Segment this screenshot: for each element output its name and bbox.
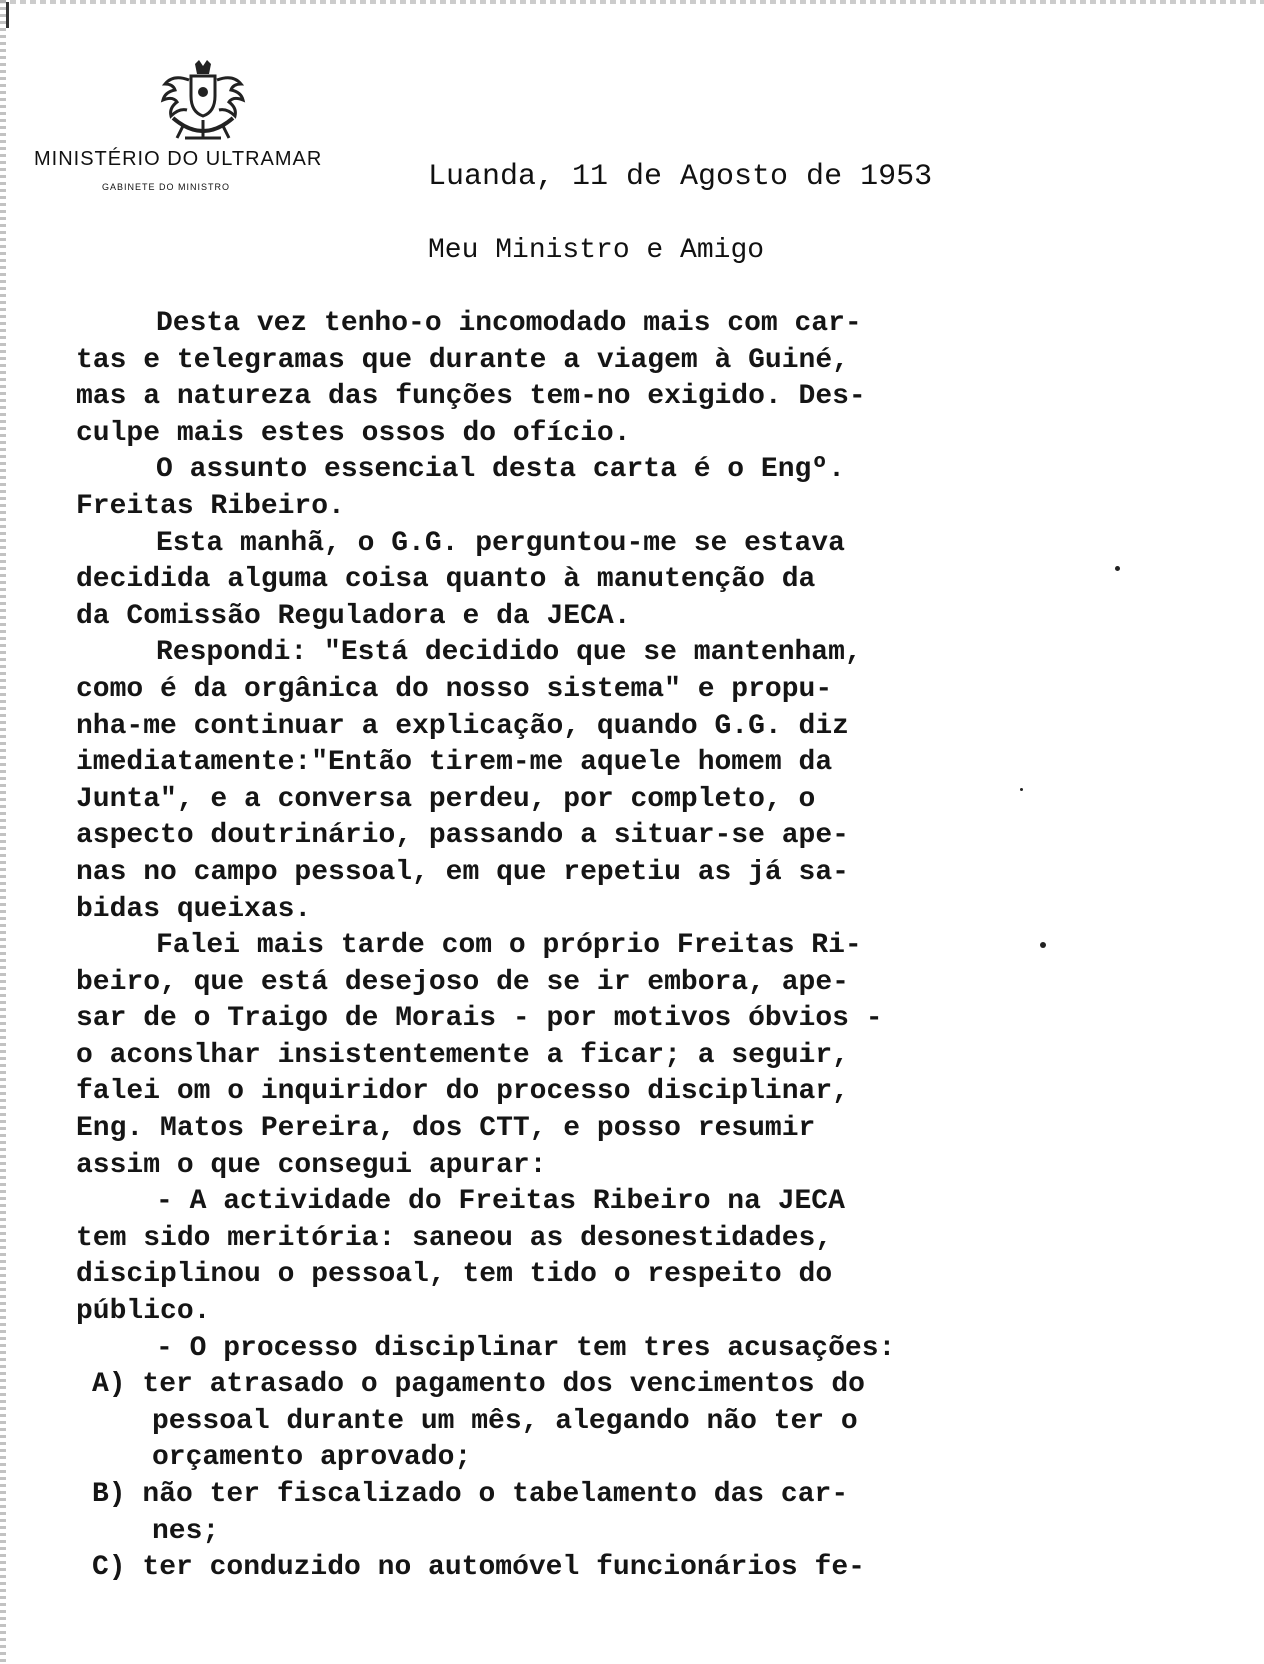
letter-line: nas no campo pessoal, em que repetiu as já sa- bbox=[76, 856, 849, 888]
letter-line: o aconslhar insistentemente a ficar; a seguir, bbox=[76, 1039, 849, 1071]
letter-line: A) ter atrasado o pagamento dos vencimentos do bbox=[92, 1369, 865, 1401]
letter-line: O assunto essencial desta carta é o Engº. bbox=[156, 454, 845, 486]
scan-mark bbox=[6, 2, 9, 28]
letter-line: Desta vez tenho-o incomodado mais com car- bbox=[156, 308, 862, 339]
letter-line: assim o que consegui apurar: bbox=[76, 1149, 547, 1181]
letter-line: pessoal durante um mês, alegando não ter o bbox=[152, 1405, 858, 1437]
letter-line: Junta", e a conversa perdeu, por completo, o bbox=[76, 783, 816, 815]
letter-line: B) não ter fiscalizado o tabelamento das car- bbox=[92, 1479, 849, 1510]
letter-line: imediatamente:"Então tirem-me aquele homem da bbox=[76, 747, 833, 779]
letter-line: público. bbox=[76, 1296, 211, 1328]
coat-of-arms-icon bbox=[155, 60, 251, 146]
letter-body bbox=[76, 306, 1076, 1587]
letter-line: - A actividade do Freitas Ribeiro na JECA bbox=[156, 1186, 845, 1218]
letter-line: culpe mais estes ossos do ofício. bbox=[76, 417, 631, 449]
letter-line: beiro, que está desejoso de se ir embora, ape- bbox=[76, 966, 849, 998]
ministry-name: MINISTÉRIO DO ULTRAMAR bbox=[34, 148, 323, 170]
scan-speck bbox=[1040, 942, 1046, 948]
letter-line: Respondi: "Está decidido que se mantenham, bbox=[156, 637, 862, 669]
letter-line: como é da orgânica do nosso sistema" e propu- bbox=[76, 673, 833, 705]
letter-line: sar de o Traigo de Morais - por motivos óbvios - bbox=[76, 1003, 883, 1035]
letter-line: nha-me continuar a explicação, quando G.G. diz bbox=[76, 710, 849, 742]
letter-line: mas a natureza das funções tem-no exigido. Des- bbox=[76, 381, 866, 413]
scan-speck bbox=[1115, 566, 1120, 571]
letter-line: tem sido meritória: saneou as desonestidades, bbox=[76, 1222, 833, 1254]
letter-line: tas e telegramas que durante a viagem à Guiné, bbox=[76, 344, 849, 376]
letter-line: decidida alguma coisa quanto à manutenção da bbox=[76, 564, 816, 596]
letter-line: bidas queixas. bbox=[76, 893, 312, 925]
scan-top-edge bbox=[0, 0, 1264, 4]
letter-line: Eng. Matos Pereira, dos CTT, e posso resumir bbox=[76, 1113, 816, 1145]
letter-line: - O processo disciplinar tem tres acusações: bbox=[156, 1332, 896, 1364]
cabinet-name: GABINETE DO MINISTRO bbox=[102, 182, 231, 192]
letter-line: da Comissão Reguladora e da JECA. bbox=[76, 600, 631, 632]
letter-line: falei om o inquiridor do processo disciplinar, bbox=[76, 1076, 849, 1108]
letter-date: Luanda, 11 de Agosto de 1953 bbox=[428, 160, 933, 194]
letter-salutation: Meu Ministro e Amigo bbox=[428, 235, 765, 266]
letter-line: Esta manhã, o G.G. perguntou-me se estava bbox=[156, 527, 845, 559]
letter-line: aspecto doutrinário, passando a situar-se ape- bbox=[76, 820, 849, 852]
scan-left-edge bbox=[0, 0, 6, 1664]
letter-line: orçamento aprovado; bbox=[152, 1442, 472, 1474]
letter-line: Falei mais tarde com o próprio Freitas Ri- bbox=[156, 930, 862, 962]
letter-line: C) ter conduzido no automóvel funcionários fe- bbox=[92, 1552, 865, 1584]
letter-line: nes; bbox=[152, 1515, 220, 1547]
letter-line: disciplinou o pessoal, tem tido o respeito do bbox=[76, 1259, 833, 1291]
scan-speck bbox=[1020, 788, 1023, 791]
letter-line: Freitas Ribeiro. bbox=[76, 490, 345, 522]
